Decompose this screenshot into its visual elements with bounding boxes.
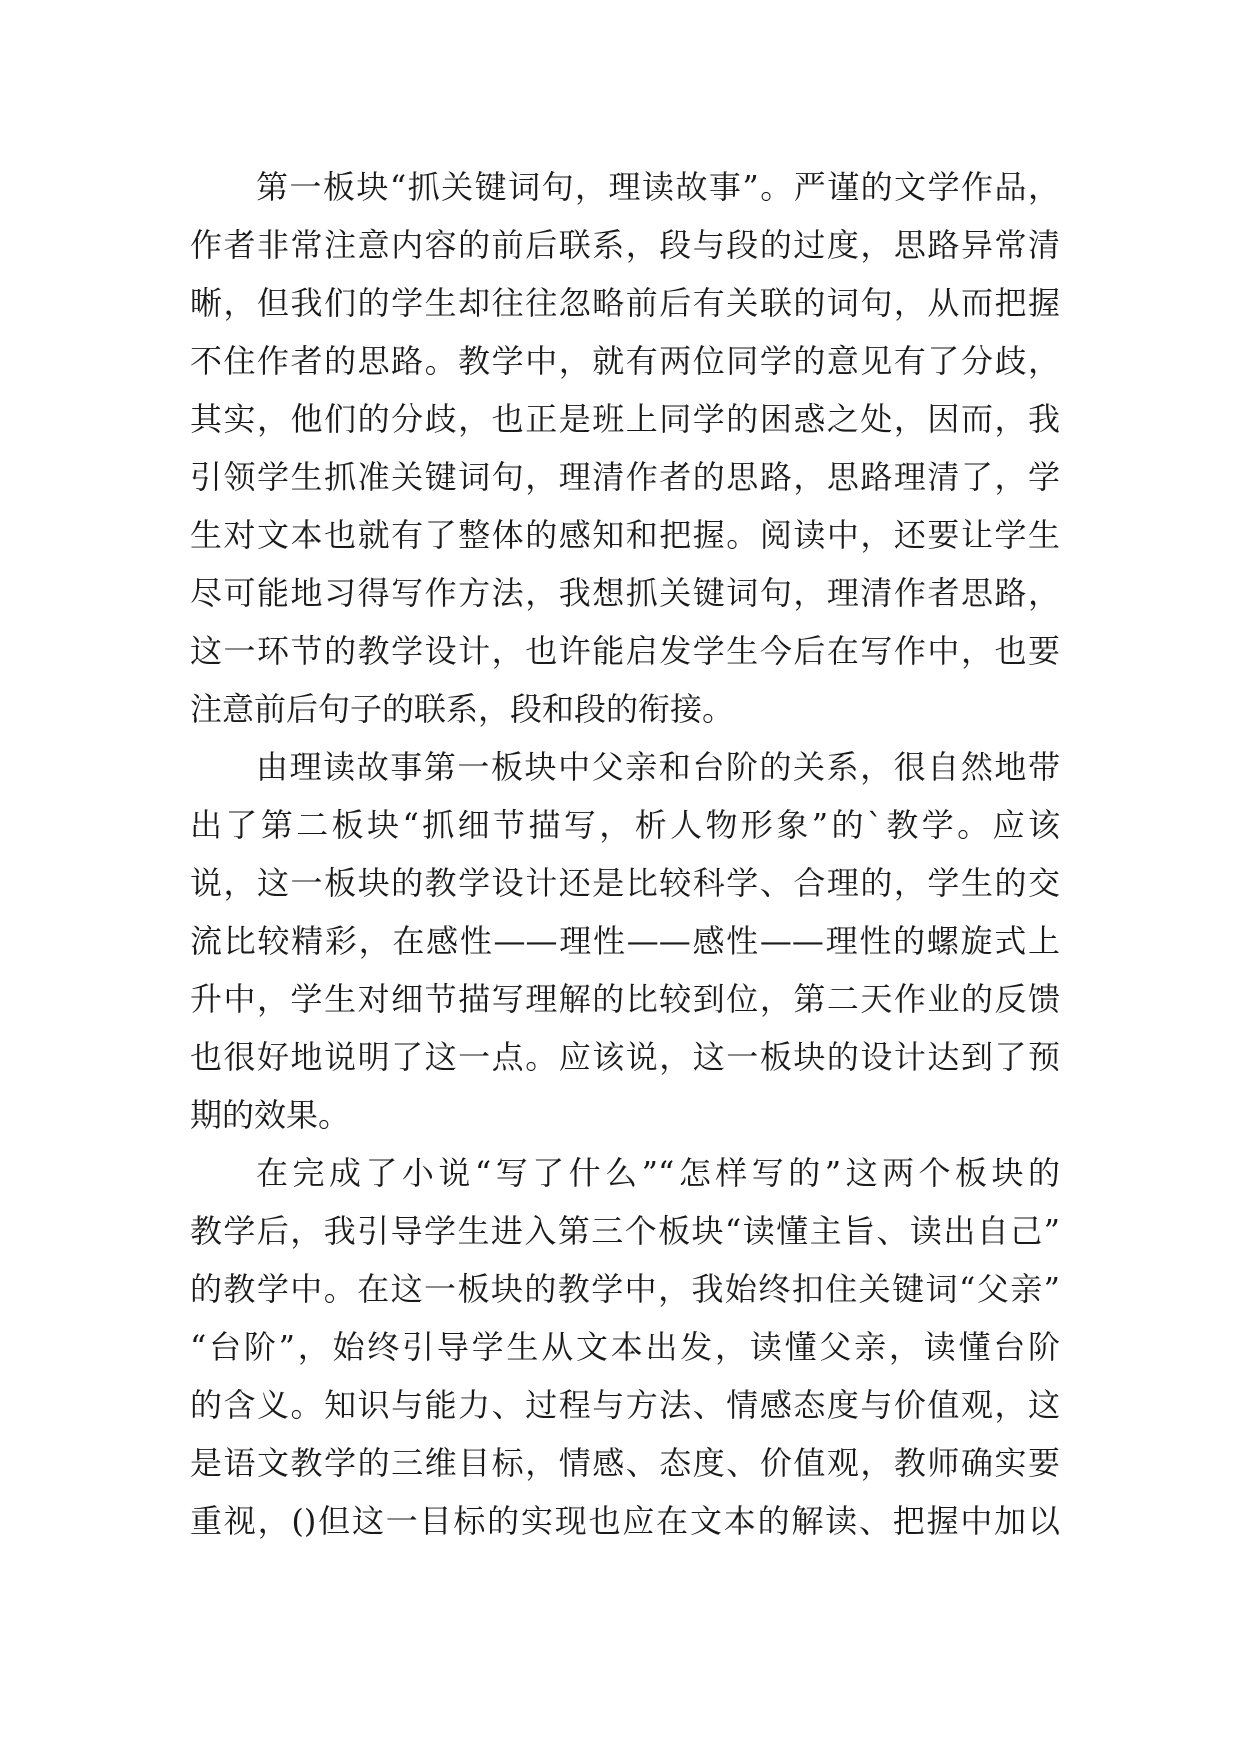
document-page bbox=[190, 158, 1060, 1550]
text-line: 出了第二板块“抓细节描写，析人物形象”的`教学。应该 bbox=[190, 806, 1060, 844]
text-line: 这一环节的教学设计，也许能启发学生今后在写作中，也要 bbox=[190, 632, 1060, 670]
text-line: 说，这一板块的教学设计还是比较科学、合理的，学生的交 bbox=[190, 864, 1060, 902]
text-line: 作者非常注意内容的前后联系，段与段的过度，思路异常清 bbox=[190, 226, 1060, 264]
text-line: 在完成了小说“写了什么”“怎样写的”这两个板块的 bbox=[256, 1154, 1060, 1192]
paragraph-3 bbox=[190, 1144, 1060, 1550]
text-line: 生对文本也就有了整体的感知和把握。阅读中，还要让学生 bbox=[190, 516, 1060, 554]
text-line: 教学后，我引导学生进入第三个板块“读懂主旨、读出自己” bbox=[190, 1212, 1060, 1250]
text-line: 其实，他们的分歧，也正是班上同学的困惑之处，因而，我 bbox=[190, 400, 1060, 438]
text-line: 引领学生抓准关键词句，理清作者的思路，思路理清了，学 bbox=[190, 458, 1060, 496]
text-line: 不住作者的思路。教学中，就有两位同学的意见有了分歧， bbox=[190, 342, 1060, 380]
text-line: 的教学中。在这一板块的教学中，我始终扣住关键词“父亲” bbox=[190, 1270, 1060, 1308]
text-line: “台阶”，始终引导学生从文本出发，读懂父亲，读懂台阶 bbox=[190, 1328, 1060, 1366]
text-line: 期的效果。 bbox=[190, 1096, 351, 1134]
text-line: 流比较精彩，在感性——理性——感性——理性的螺旋式上 bbox=[190, 922, 1060, 960]
paragraph-2 bbox=[190, 738, 1060, 1144]
text-line: 的含义。知识与能力、过程与方法、情感态度与价值观，这 bbox=[190, 1386, 1060, 1424]
text-line: 由理读故事第一板块中父亲和台阶的关系，很自然地带 bbox=[256, 748, 1060, 786]
text-line: 尽可能地习得写作方法，我想抓关键词句，理清作者思路， bbox=[190, 574, 1060, 612]
text-line: 也很好地说明了这一点。应该说，这一板块的设计达到了预 bbox=[190, 1038, 1060, 1076]
text-line: 注意前后句子的联系，段和段的衔接。 bbox=[190, 690, 735, 728]
text-line: 是语文教学的三维目标，情感、态度、价值观，教师确实要 bbox=[190, 1444, 1060, 1482]
text-line: 第一板块“抓关键词句，理读故事”。严谨的文学作品， bbox=[256, 168, 1060, 206]
text-line: 晰，但我们的学生却往往忽略前后有关联的词句，从而把握 bbox=[190, 284, 1060, 322]
text-line: 升中，学生对细节描写理解的比较到位，第二天作业的反馈 bbox=[190, 980, 1060, 1018]
paragraph-1 bbox=[190, 158, 1060, 738]
text-line: 重视，()但这一目标的实现也应在文本的解读、把握中加以 bbox=[190, 1502, 1060, 1540]
